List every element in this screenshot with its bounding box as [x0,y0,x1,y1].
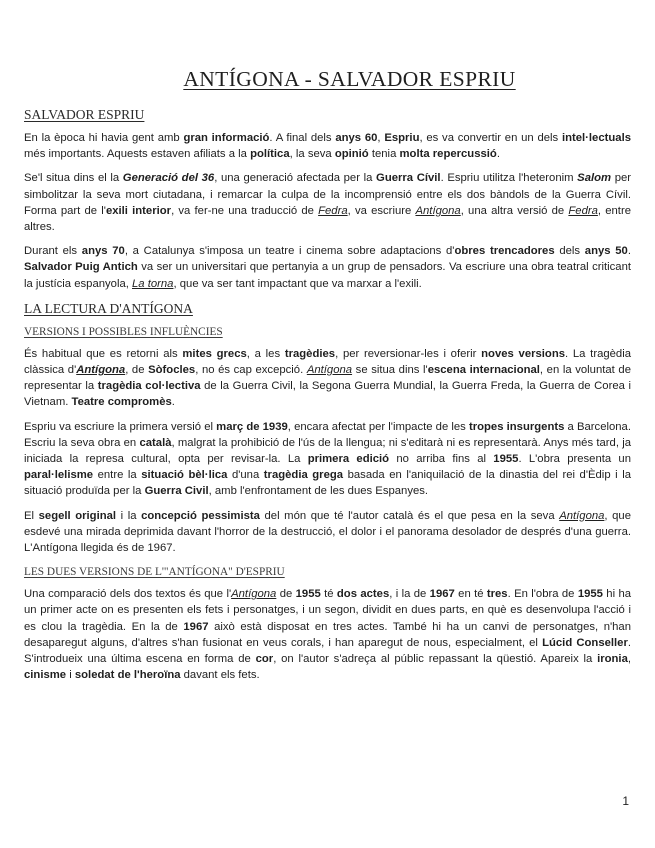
section-heading-salvador-espriu: SALVADOR ESPRIU [24,107,145,122]
subsection-heading-versions: VERSIONS I POSSIBLES INFLUÈNCIES [24,325,223,338]
page-title: ANTÍGONA - SALVADOR ESPRIU [183,67,516,91]
paragraph: Se'l situa dins el la Generació del 36, una generació afectada per la Guerra Cívil. Espriu utilitza l'heteronim Salom per simbolitzar la seva mort ciutadana, i remarcar la culpa de la incomprensió entre els dos bàndols de la Guerra Cívil. Forma part de l'exili interior, va fer-ne una traducció de Fedra, va escriure Antígona, una altra versió de Fedra, entre altres. [24,172,632,234]
paragraph: Espriu va escriure la primera versió el març de 1939, encara afectat per l'impacte de les tropes insurgents a Barcelona. Escriu la seva obra en català, malgrat la prohibició de l'ús de la llengua; ni s'editarà ni es representarà. Anys més tard, ja iniciada la represa cultural, opta per revisar-la. La primera edició no arriba fins al 1955. L'obra presenta un paral·lelisme entre la situació bèl·lica d'una tragèdia grega basada en l'aniquilació de la dinastia del rei d'Èdip i la situació produïda per la Guerra Civil, amb l'enfrontament de les dues Espanyes. [24,420,631,498]
subsection-heading-dues-versions: LES DUES VERSIONS DE L'"ANTÍGONA" D'ESPRIU [24,566,285,579]
paragraph: Durant els anys 70, a Catalunya s'imposa un teatre i cinema sobre adaptacions d'obres trencadores dels anys 50. Salvador Puig Antich va ser un universitari que pertanyia a un grup de pensadors. Va escriure una obra teatral criticant la justícia espanyola, La torna, que va ser tant impactant que va marxar a l'exili. [24,245,632,290]
page-number: 1 [622,794,629,808]
paragraph: És habitual que es retorni als mites grecs, a les tragèdies, per reversionar-les i oferir noves versions. La tragèdia clàssica d'Antígona, de Sòfocles, no és cap excepció. Antígona se situa dins l'escena internacional, en la voluntat de representar la tragèdia col·lectiva de la Guerra Civil, la Segona Guerra Mundial, la Guerra Freda, la Guerra de Corea i Vietnam. Teatre compromès. [24,347,632,409]
paragraph: En la època hi havia gent amb gran informació. A final dels anys 60, Espriu, es va convertir en un dels intel·lectuals més importants. Aquests estaven afiliats a la política, la seva opinió tenia molta repercussió. [24,132,631,161]
paragraph: Una comparació dels dos textos és que l'Antígona de 1955 té dos actes, i la de 1967 en té tres. En l'obra de 1955 hi ha un primer acte on es presenten els fets i personatges, i un segon, dividit en dues parts, en què es desenvolupa l'acció i es clou la tragèdia. En la de 1967 això està disposat en tres actes. També hi ha un canvi de personatges, n'han desaparegut alguns, d'altres s'han fusionat en veus corals, i han aparegut de nous, especialment, el Lúcid Conseller. S'introdueix una última escena en forma de cor, on l'autor s'adreça al públic repassant la qüestió. Apareix la ironia, cinisme i soledat de l'heroïna davant els fets. [24,588,632,682]
section-heading-la-lectura: LA LECTURA D'ANTÍGONA [24,300,193,316]
paragraph: El segell original i la concepció pessimista del món que té l'autor català és el que pesa en la seva Antígona, que esdevé una mirada deprimida davant l'horror de la destrucció, el dolor i el panorama desolador de després d'una guerra. L'Antígona llegida és de 1967. [24,509,631,555]
